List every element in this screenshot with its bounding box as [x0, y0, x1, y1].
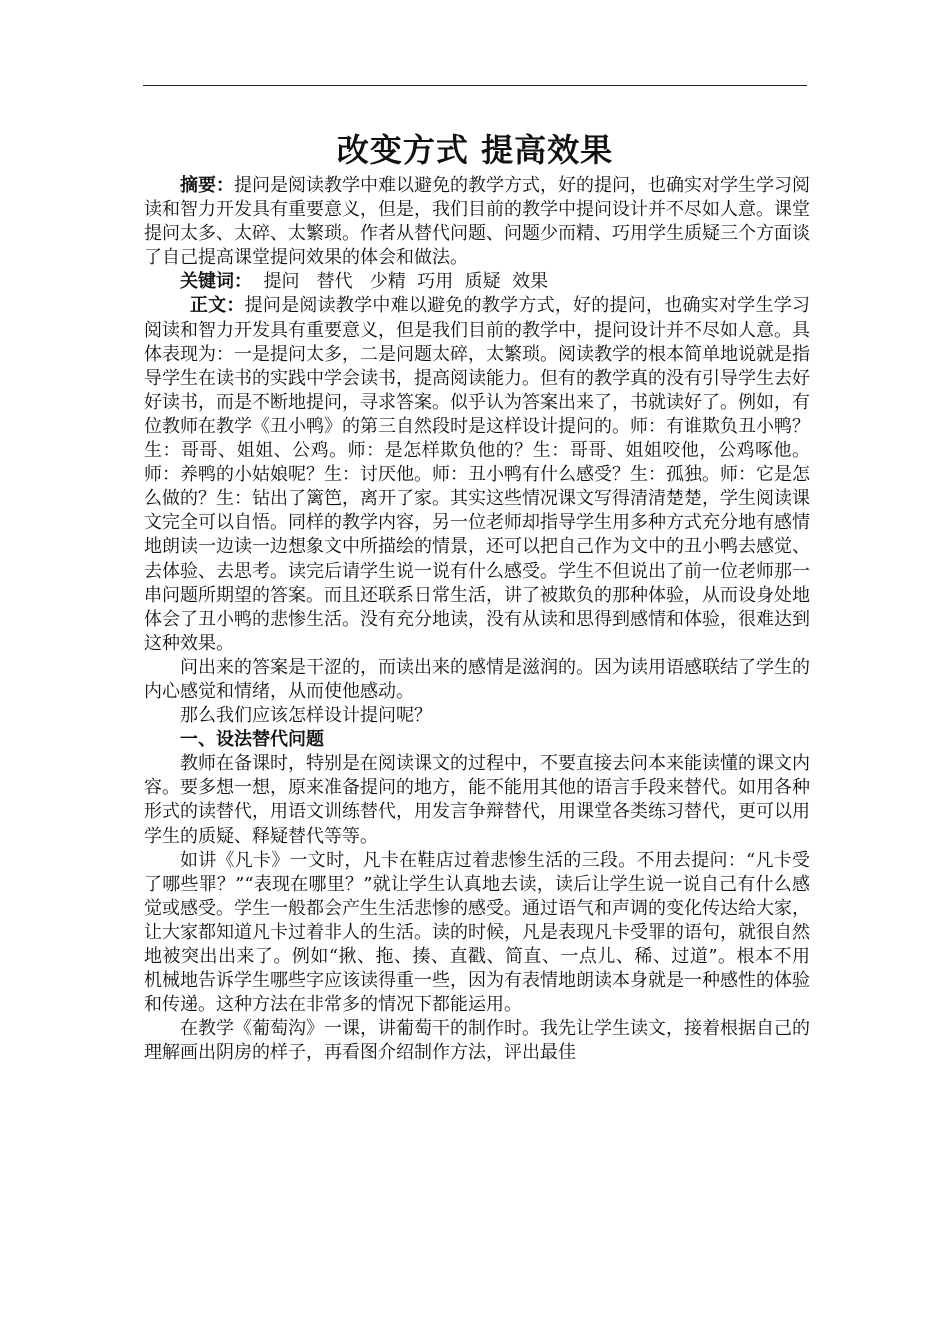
document-body: [144, 174, 810, 1065]
section-paragraph: 教师在备课时，特别是在阅读课文的过程中，不要直接去问本来能读懂的课文内容。要多想一想，原来准备提问的地方，能不能用其他的语言手段来替代。如用各种形式的读替代，用语文训练替代，用发言争辩替代，用课堂各类练习替代，更可以用学生的质疑、释疑替代等等。: [144, 753, 810, 847]
section-paragraph: 在教学《葡萄沟》一课，讲葡萄干的制作时。我先让学生读文，接着根据自己的理解画出阴房的样子，再看图介绍制作方法，评出最佳: [144, 1018, 810, 1064]
keywords-label: 关键词：: [180, 271, 252, 293]
keywords-text: 提问 替代 少精 巧用 质疑 效果: [252, 271, 549, 293]
body-paragraph: [144, 294, 810, 655]
body-label: 正文：: [189, 295, 245, 317]
body-paragraph: 问出来的答案是干涩的，而读出来的感情是滋润的。因为读用语感联结了学生的内心感觉和情绪，从而使他感动。: [144, 656, 810, 702]
abstract-text: 提问是阅读教学中难以避免的教学方式，好的提问，也确实对学生学习阅读和智力开发具有重要意义，但是，我们目前的教学中提问设计并不尽如人意。课堂提问太多、太碎、太繁琐。作者从替代问题、问题少而精、巧用学生质疑三个方面谈了自己提高课堂提问效果的体会和做法。: [144, 175, 810, 269]
body-paragraph: 那么我们应该怎样设计提问呢？: [180, 705, 432, 727]
header-rule: [143, 85, 807, 86]
section-paragraph: 如讲《凡卡》一文时，凡卡在鞋店过着悲惨生活的三段。不用去提问：“凡卡受了哪些罪？”“表现在哪里？”就让学生认真地去读，读后让学生说一说自己有什么感觉或感受。学生一般都会产生生活悲惨的感受。通过语气和声调的变化传达给大家，让大家都知道凡卡过着非人的生活。读的时候，凡是表现凡卡受罪的语句，就很自然地被突出出来了。例如“揪、拖、揍、直戳、简直、一点儿、稀、过道”。根本不用机械地告诉学生哪些字应该读得重一些，因为有表情地朗读本身就是一种感性的体验和传递。这种方法在非常多的情况下都能运用。: [144, 849, 810, 1016]
abstract-label: 摘要：: [180, 175, 234, 196]
abstract-paragraph: [144, 174, 810, 270]
document-title: 改变方式 提高效果: [336, 131, 614, 169]
keywords-paragraph: [144, 270, 810, 294]
section-heading: 一、设法替代问题: [180, 729, 324, 751]
body-text: 提问是阅读教学中难以避免的教学方式，好的提问，也确实对学生学习阅读和智力开发具有重要意义，但是我们目前的教学中，提问设计并不尽如人意。具体表现为：一是提问太多，二是问题太碎，太繁琐。阅读教学的根本简单地说就是指导学生在读书的实践中学会读书，提高阅读能力。但有的教学真的没有引导学生去好好读书，而是不断地提问，寻求答案。似乎认为答案出来了，书就读好了。例如，有位教师在教学《丑小鸭》的第三自然段时是这样设计提问的。师：有谁欺负丑小鸭？生：哥哥、姐姐、公鸡。师：是怎样欺负他的？生：哥哥、姐姐咬他，公鸡啄他。师：养鸭的小姑娘呢？生：讨厌他。师：丑小鸭有什么感受？生：孤独。师：它是怎么做的？生：钻出了篱笆，离开了家。其实这些情况课文写得清清楚楚，学生阅读课文完全可以自悟。同样的教学内容，另一位老师却指导学生用多种方式充分地有感情地朗读一边读一边想象文中所描绘的情景，还可以把自己作为文中的丑小鸭去感觉、去体验、去思考。读完后请学生说一说有什么感受。学生不但说出了前一位老师那一串问题所期望的答案。而且还联系日常生活，讲了被欺负的那种体验，从而设身处地体会了丑小鸭的悲惨生活。没有充分地读，没有从读和思得到感情和体验，很难达到这种效果。: [144, 295, 811, 654]
